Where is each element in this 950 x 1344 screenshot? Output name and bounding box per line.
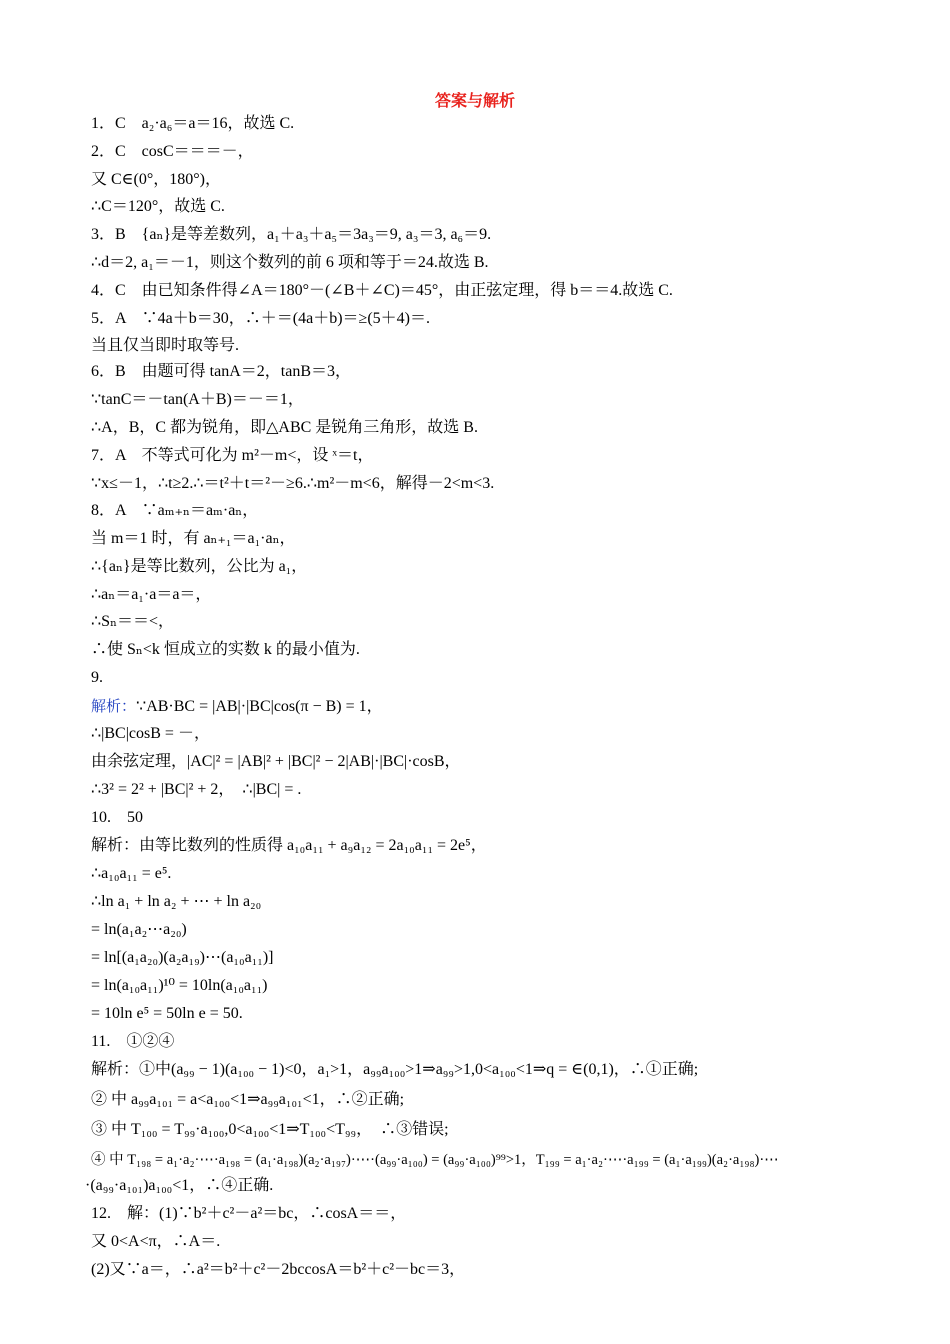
answer-line-13: 7．A 不等式可化为 m²－m<，设 ˣ＝t， [91,447,374,464]
answer-12-line-3: (2)又∵a＝，∴a²＝b²＋c²－2bccosA＝b²＋c²－bc＝3， [91,1261,466,1278]
answer-line-1: 1．C a₂·a₆＝a＝16，故选 C. [91,115,295,132]
answer-line-17: ∴{aₙ}是等比数列，公比为 a₁， [91,558,308,575]
answer-line-12: ∴A，B，C 都为锐角，即△ABC 是锐角三角形，故选 B. [91,419,478,436]
answer-12-line-2: 又 0<A<π，∴A＝. [91,1233,221,1250]
answer-line-21: 9. [91,669,103,686]
answer-line-9: 当且仅当即时取等号. [91,337,240,354]
analysis-10-line-7: = 10ln e⁵ = 50ln e = 50. [91,1005,243,1022]
analysis-10-line-6: = ln(a₁₀a₁₁)¹⁰ = 10ln(a₁₀a₁₁) [91,977,268,994]
answer-line-7: 4．C 由已知条件得∠A＝180°－(∠B＋∠C)＝45°，由正弦定理，得 b＝＝4.故选 C. [91,282,673,299]
analysis-10-line-2: ∴a₁₀a₁₁ = e⁵. [91,865,172,882]
answer-12-line-1: 12. 解：(1)∵b²＋c²－a²＝bc，∴cosA＝＝， [91,1205,407,1222]
analysis-11-line-1: 解析：①中(a₉₉ − 1)(a₁₀₀ − 1)<0，a₁>1，a₉₉a₁₀₀>1⇒a₉₉>1,0<a₁₀₀<1⇒q = ∈(0,1)，∴①正确; [91,1061,699,1078]
analysis-11-line-4: ④ 中 T₁₉₈ = a₁·a₂·⋯·a₁₉₈ = (a₁·a₁₉₈)(a₂·a₁₉₇)·⋯·(a₉₉·a₁₀₀) = (a₉₉·a₁₀₀)⁹⁹>1，T₁₉₉ = a₁·a₂·⋯·a₁₉₉ = (a₁·a₁₉₉)(a₂·a₁₉₈)·⋯ [91,1152,779,1168]
answer-line-5: 3．B {aₙ}是等差数列，a₁＋a₃＋a₅＝3a₃＝9, a₃＝3, a₆＝9. [91,226,492,243]
answer-line-4: ∴C＝120°，故选 C. [91,198,225,215]
answer-line-2: 2．C cosC＝＝＝－， [91,143,254,160]
answer-line-8: 5．A ∵4a＋b＝30，∴＋＝(4a＋b)＝≥(5＋4)＝. [91,310,430,327]
analysis-9-text: ∵AB·BC = |AB|·|BC|cos(π − B) = 1， [136,698,383,715]
analysis-9-line-3: 由余弦定理，|AC|² = |AB|² + |BC|² − 2|AB|·|BC|·cosB， [91,753,461,770]
analysis-10-line-4: = ln(a₁a₂⋯a₂₀) [91,921,187,938]
answer-line-19: ∴Sₙ＝＝<， [91,613,175,630]
answer-line-14: ∵x≤－1，∴t≥2.∴＝t²＋t＝²－≥6.∴m²－m<6，解得－2<m<3. [91,475,495,492]
page-title: 答案与解析 [434,91,515,110]
answer-line-11: ∵tanC＝－tan(A＋B)＝－＝1， [91,391,304,408]
answer-11: 11. ①②④ [91,1033,175,1050]
analysis-9-line-1 [91,696,383,717]
analysis-10-line-5: = ln[(a₁a₂₀)(a₂a₁₉)⋯(a₁₀a₁₁)] [91,949,274,966]
analysis-9-line-4: ∴3² = 2² + |BC|² + 2， ∴|BC| = . [91,781,302,798]
analysis-10-line-1: 解析：由等比数列的性质得 a₁₀a₁₁ + a₉a₁₂ = 2a₁₀a₁₁ = 2e⁵， [91,837,487,854]
analysis-10-line-3: ∴ln a₁ + ln a₂ + ⋯ + ln a₂₀ [91,893,262,910]
answer-line-10: 6．B 由题可得 tanA＝2，tanB＝3， [91,363,351,380]
analysis-11-line-2: ② 中 a₉₉a₁₀₁ = a<a₁₀₀<1⇒a₉₉a₁₀₁<1，∴②正确; [91,1091,405,1108]
analysis-11-line-3: ③ 中 T₁₀₀ = T₉₉·a₁₀₀,0<a₁₀₀<1⇒T₁₀₀<T₉₉， ∴③错误; [91,1121,449,1138]
analysis-label: 解析： [91,697,137,715]
analysis-11-line-5: ·(a₉₉·a₁₀₁)a₁₀₀<1，∴④正确. [85,1177,274,1194]
answer-line-20: ∴使 Sₙ<k 恒成立的实数 k 的最小值为. [91,641,360,658]
answer-line-15: 8．A ∵aₘ₊ₙ＝aₘ·aₙ， [91,502,259,519]
answer-line-16: 当 m＝1 时，有 aₙ₊₁＝a₁·aₙ， [91,530,296,547]
answer-line-18: ∴aₙ＝a₁·a＝a＝， [91,586,212,603]
analysis-9-line-2: ∴|BC|cosB = －， [91,725,210,742]
answer-line-3: 又 C∈(0°，180°)， [91,171,221,188]
answer-10: 10. 50 [91,809,144,826]
answer-line-6: ∴d＝2, a₁＝－1，则这个数列的前 6 项和等于＝24.故选 B. [91,254,489,271]
